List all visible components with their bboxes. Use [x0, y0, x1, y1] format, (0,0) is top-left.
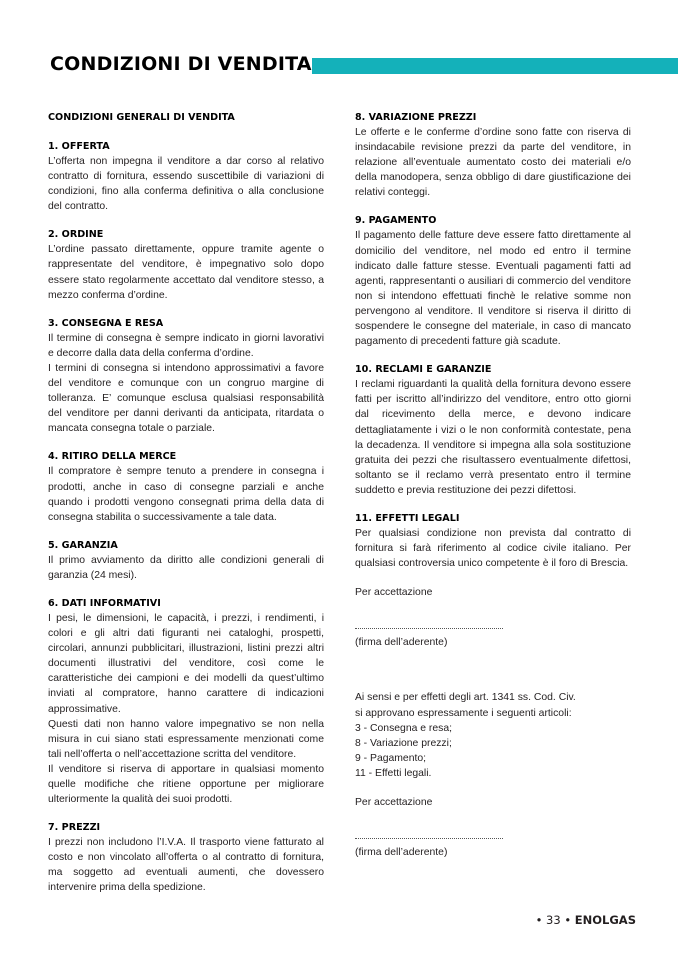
section-heading: 6. DATI INFORMATIVI — [48, 597, 161, 609]
section-heading: 9. PAGAMENTO — [355, 215, 437, 227]
section-body — [48, 331, 324, 437]
section-paragraph: I reclami riguardanti la qualità della fornitura devono essere fatti per iscritto all’indirizzo del venditore, entro otto giorni dal ricevimento della merce, e devono indicare dettagliatamente i vizi o le non conformità contestate, pena la decadenza. Il venditore si impegna alla sola sostituzione gratuita dei pezzi che risultassero eventualmente difettosi, soltanto se il reclamo verrà presentato entro il termine suddetto e previa restituzione dei pezzi difettosi. — [355, 379, 631, 496]
section-paragraph: L’ordine passato direttamente, oppure tramite agente o rappresentate del venditore, è impegnativo solo dopo essere stato regolarmente accettato dal venditore stesso, a mezzo conferma d’ordine. — [48, 244, 324, 301]
section-body — [48, 553, 324, 583]
section-paragraph: I pesi, le dimensioni, le capacità, i prezzi, i rendimenti, i colori e gli altri dati figuranti nei cataloghi, prospetti, circolari, annunzi pubblicitari, illustrazioni, listini prezzi altri documenti illustrativi del venditore, così come le caratteristiche dei campioni e dei modelli da quest’ultimo inviati al compratore, hanno carattere di indicazioni approssimative. — [48, 612, 324, 715]
section-paragraph: Il pagamento delle fatture deve essere fatto direttamente al domicilio del venditore, nel modo ed entro il termine indicato dalle fatture stesse. Eventuali pagamenti fatti ad agenti, rappresentanti o ausiliari di commercio del venditore non si intendono effettuati finchè le relative somme non pervengono al venditore. Il venditore si riserva il diritto di sospendere le consegne del materiale, in caso di mancato pagamento di precedenti fatture già scadute. — [355, 230, 631, 348]
section-paragraph: Per qualsiasi condizione non prevista dal contratto di fornitura si farà riferimento al codice civile italiano. Per qualsiasi controversia unico competente è il foro di Brescia. — [355, 527, 631, 570]
section — [48, 597, 324, 807]
section-heading: 11. EFFETTI LEGALI — [355, 512, 460, 524]
section-heading: 7. PREZZI — [48, 822, 101, 834]
section-heading: 3. CONSEGNA E RESA — [48, 317, 164, 329]
articles-item: 8 - Variazione prezzi; — [355, 737, 452, 749]
page-title: CONDIZIONI DI VENDITA — [50, 53, 312, 75]
section — [48, 317, 324, 437]
right-column — [355, 111, 631, 860]
section-heading: 4. RITIRO DELLA MERCE — [48, 451, 177, 463]
right-sections — [355, 111, 631, 571]
section-heading: 10. RECLAMI E GARANZIE — [355, 364, 492, 376]
section-heading: 2. ORDINE — [48, 229, 104, 241]
section-paragraph: I prezzi non includono l’I.V.A. Il trasporto viene fatturato al costo e non vincolato all’offerta o al contratto di fornitura, ma soggetto ad eventuali aumenti, che dovessero intervenire prima della spedizione. — [48, 837, 324, 894]
section-body — [355, 526, 631, 571]
acceptance-block-1 — [355, 585, 631, 650]
section — [355, 214, 631, 349]
section — [355, 111, 631, 200]
articles-item: 3 - Consegna e resa; — [355, 722, 453, 734]
section-paragraph: I termini di consegna si intendono approssimativi a favore del venditore e comunque con un congruo margine di tolleranza. E’ comunque esclusa qualsiasi responsabilità del venditore per danni derivanti da anticipata, ritardata o mancata consegna totale o parziale. — [48, 362, 324, 435]
section-paragraph: Il primo avviamento da diritto alle condizioni generali di garanzia (24 mesi). — [48, 554, 324, 581]
articles-block — [355, 690, 631, 781]
section-body — [355, 125, 631, 200]
acceptance-label: Per accettazione — [355, 797, 433, 808]
left-column — [48, 111, 324, 910]
section — [355, 512, 631, 571]
signature-label: (firma dell’aderente) — [355, 637, 448, 649]
title-accent-bar — [312, 58, 678, 74]
section-paragraph: Il venditore si riserva di apportare in qualsiasi momento quelle modifiche che ritiene opportune per migliorare ulteriormente la qualità dei suoi prodotti. — [48, 763, 324, 806]
articles-item: 9 - Pagamento; — [355, 752, 427, 764]
section-heading: 5. GARANZIA — [48, 539, 118, 551]
section-body — [355, 228, 631, 349]
articles-intro-line: si approvano espressamente i seguenti articoli: — [355, 707, 572, 719]
section-heading: 1. OFFERTA — [48, 141, 110, 152]
left-sections — [48, 140, 324, 896]
section-body — [48, 154, 324, 214]
section — [48, 450, 324, 524]
articles-item: 11 - Effetti legali. — [355, 767, 432, 779]
section — [48, 539, 324, 583]
section — [355, 363, 631, 498]
section-paragraph: Il termine di consegna è sempre indicato in giorni lavorativi e decorre dalla data della conferma d’ordine. — [48, 332, 324, 359]
section-paragraph: Questi dati non hanno valore impegnativo se non nella misura in cui siano stati espressamente menzionati come tali nell’offerta o nell’accettazione scritta del venditore. — [48, 718, 324, 760]
section — [48, 140, 324, 214]
section-heading: 8. VARIAZIONE PREZZI — [355, 112, 477, 123]
section-body — [355, 377, 631, 498]
section-paragraph: Il compratore è sempre tenuto a prendere in consegna i prodotti, anche in caso di consegne parziali e anche quando i prodotti vengono consegnati prima della data di consegna stabilita o successivamente a tale data. — [48, 466, 324, 523]
section — [48, 821, 324, 895]
signature-line — [355, 628, 503, 629]
section-paragraph: Le offerte e le conferme d’ordine sono fatte con riserva di insindacabile revisione prezzi da parte del venditore, in relazione all’eventuale aumentato costo dei materiali e/o della manodopera, senza obbligo di dare giustificazione dei relativi conteggi. — [355, 127, 631, 199]
section-body — [48, 835, 324, 895]
acceptance-block-2 — [355, 795, 631, 860]
section-paragraph: L’offerta non impegna il venditore a dar corso al relativo contratto di fornitura, essendo suscettibile di variazioni di condizioni, fino alla conferma definitiva o alla conclusione del contratto. — [48, 156, 324, 213]
page-number: • 33 • — [535, 913, 572, 927]
section-body — [48, 464, 324, 524]
acceptance-label: Per accettazione — [355, 587, 433, 599]
signature-label: (firma dell’aderente) — [355, 847, 448, 859]
section-body — [48, 242, 324, 302]
articles-intro-line: Ai sensi e per effetti degli art. 1341 ss. Cod. Civ. — [355, 692, 576, 704]
main-heading: CONDIZIONI GENERALI DI VENDITA — [48, 112, 235, 123]
section-body — [48, 611, 324, 807]
footer-brand: ENOLGAS — [574, 913, 636, 927]
section — [48, 228, 324, 302]
page-footer — [536, 913, 636, 927]
signature-line — [355, 838, 503, 839]
